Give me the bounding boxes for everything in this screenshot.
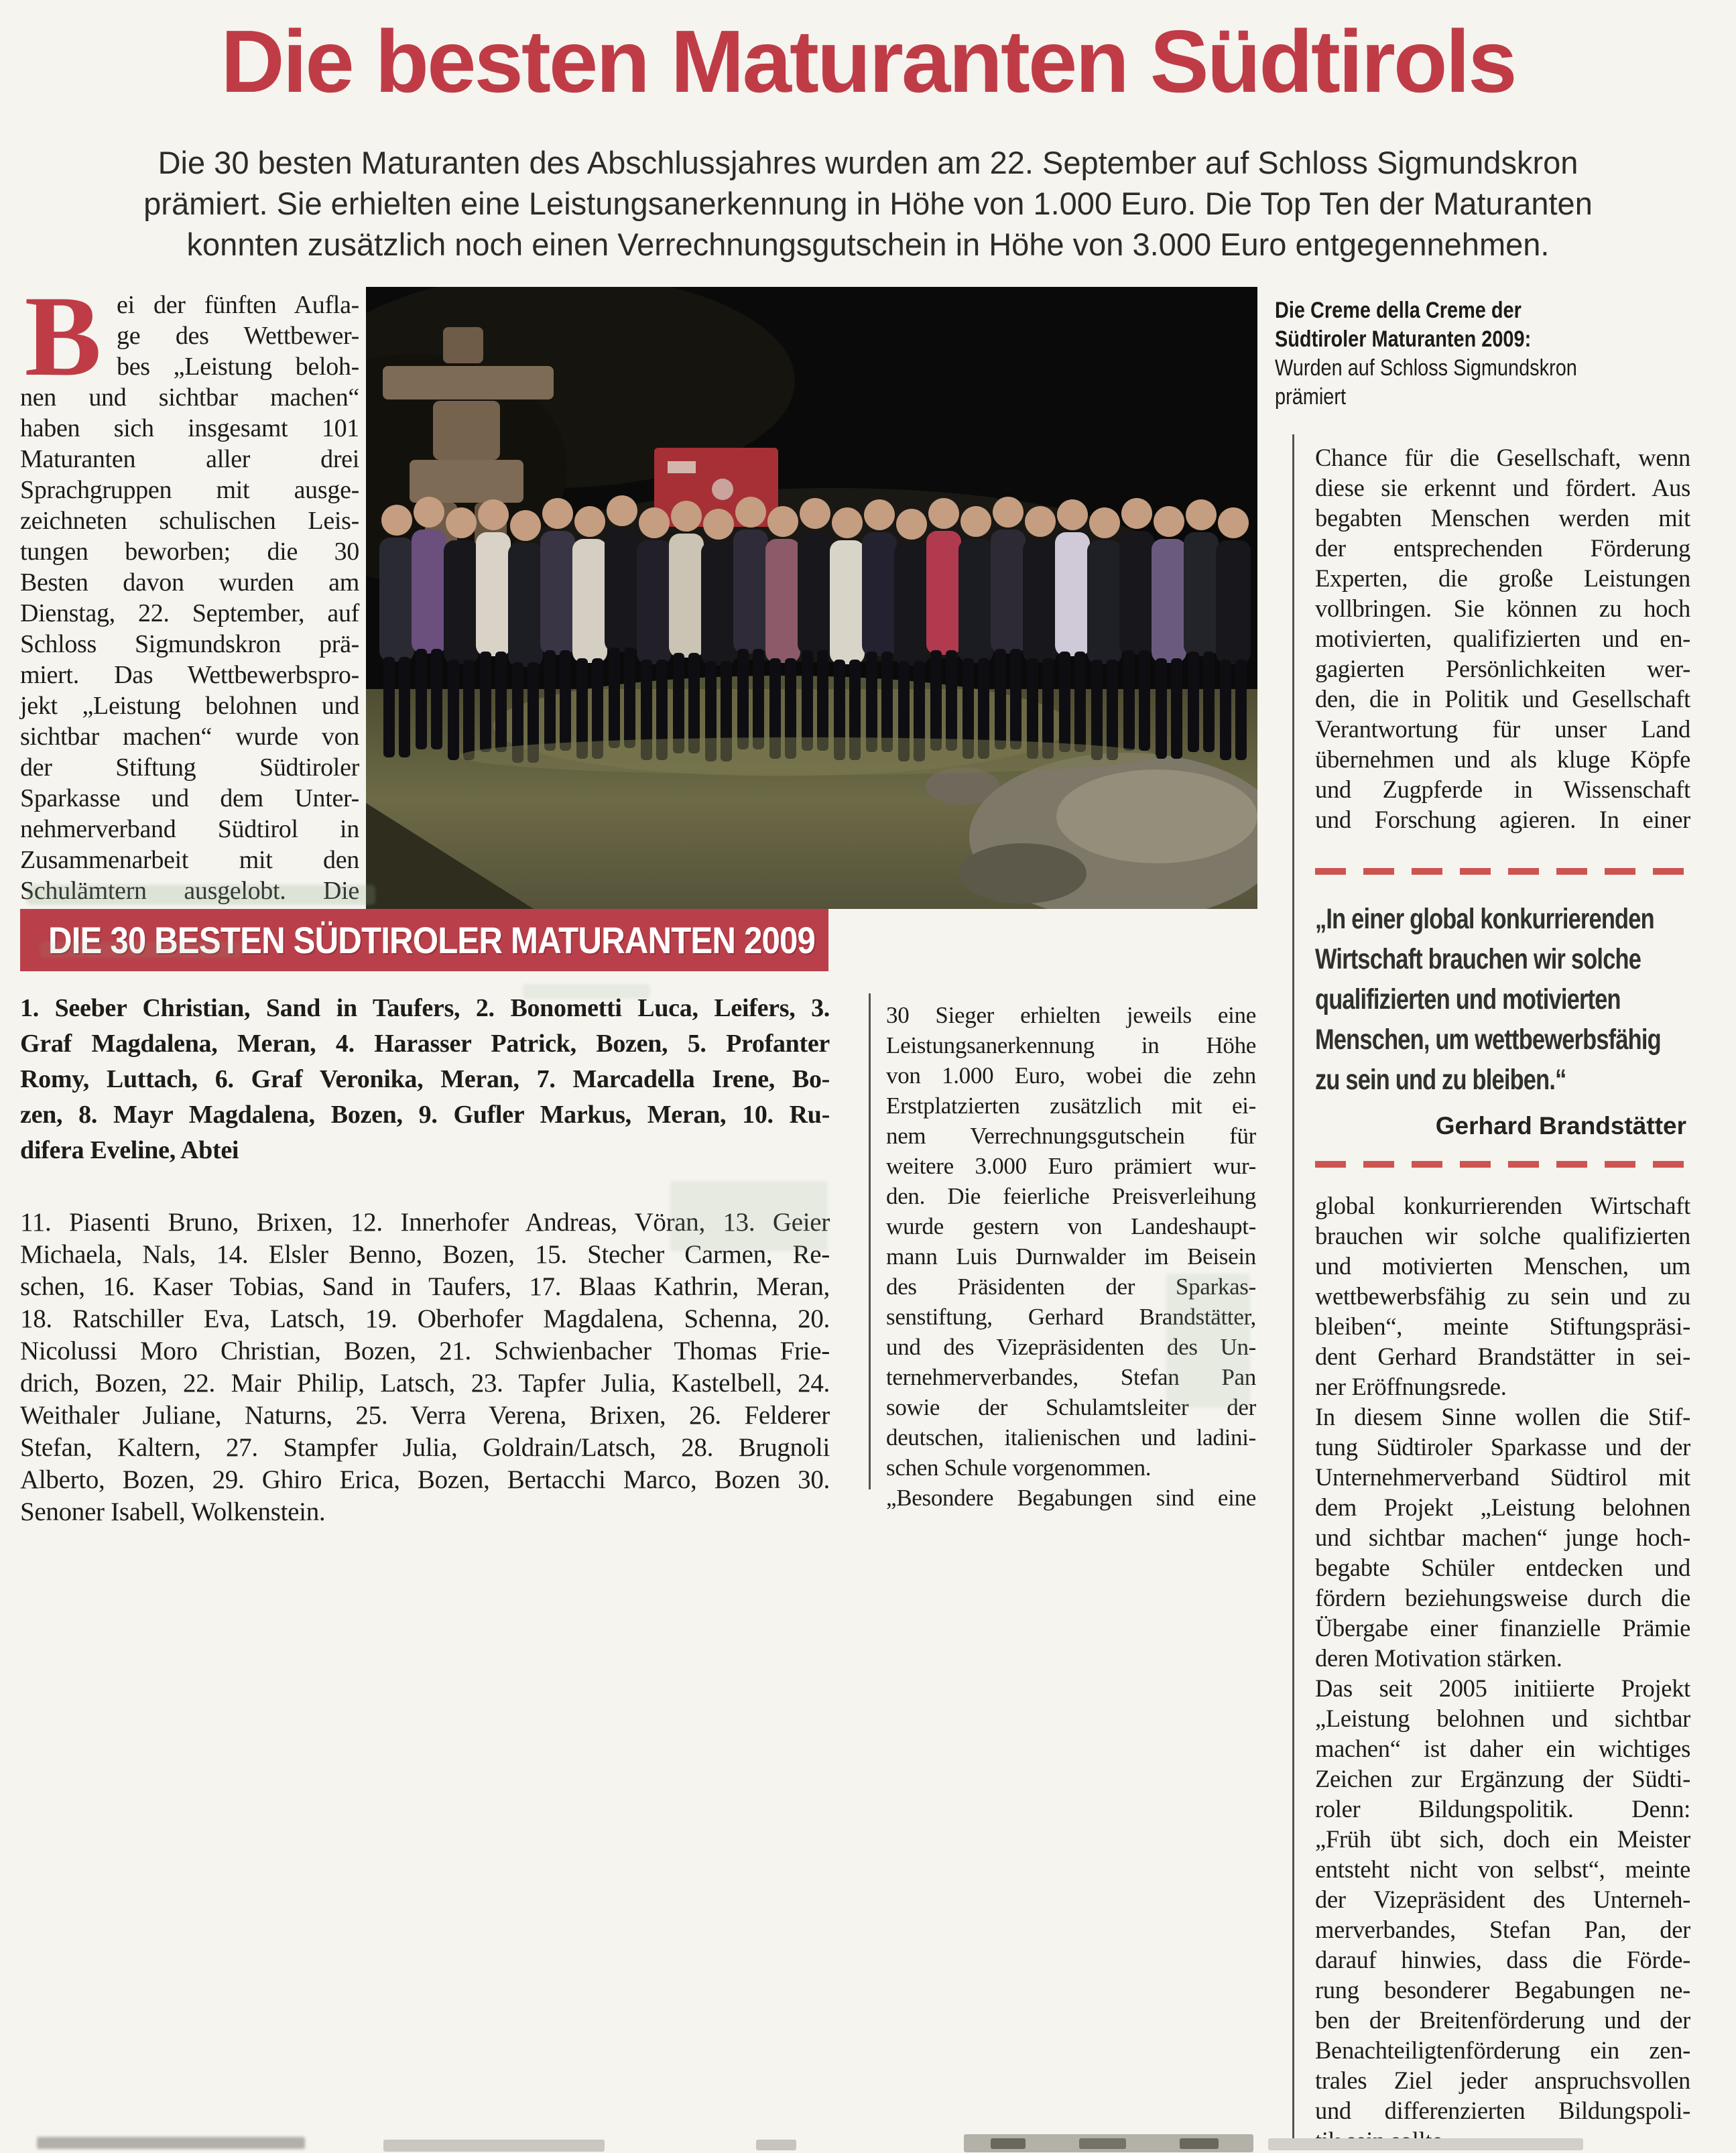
text-line: Schulämtern ausgelobt. Die [20,877,359,905]
text-line: Verantwortung für unser Land [1315,715,1690,743]
text-line: zeichneten schulischen Leis- [20,507,359,535]
text-line: begabten Menschen werden mit [1315,504,1690,532]
text-line: Michaela, Nals, 14. Elsler Benno, Bozen, 15. Stecher Carmen, Re- [20,1240,830,1269]
text-line: des Präsidenten der Sparkas- [886,1274,1256,1300]
text-line: roler Bildungspolitik. Denn: [1315,1795,1690,1823]
text-line: schen Schule vorgenommen. [886,1455,1152,1481]
text-line: „Leistung belohnen und sichtbar [1315,1705,1690,1732]
text-line: Sprachgruppen mit ausge- [20,476,359,504]
cutoff-fragment [383,2140,605,2152]
text-line: ei der fünften Aufla- [117,291,359,319]
text-line: Stefan, Kaltern, 27. Stampfer Julia, Goldrain/Latsch, 28. Brugnoli [20,1433,830,1462]
text-line: der Stiftung Südtiroler [20,753,359,782]
text-line: Unternehmerverband Südtirol mit [1315,1463,1690,1491]
text-line: deren Motivation stärken. [1315,1644,1562,1672]
print-showthrough [40,942,241,958]
left-column [20,273,359,906]
text-line: schen, 16. Kaser Tobias, Sand in Taufers, 17. Blaas Kathrin, Meran, [20,1272,830,1301]
text-line: dent Gerhard Brandstätter in sei- [1315,1343,1690,1370]
text-line: machen“ ist daher ein wichtiges [1315,1735,1690,1762]
text-line: qualifizierten und motivierten [1315,983,1621,1016]
text-line: „In einer global konkurrierenden [1315,903,1654,935]
text-line: darauf hinwies, dass die Förde- [1315,1946,1690,1973]
text-line: merverbandes, Stefan Pan, der [1315,1916,1690,1943]
text-line: Benachteiligtenförderung ein zen- [1315,2036,1690,2064]
text-line: sowie der Schulamtsleiter der [886,1394,1256,1420]
text-line: entsteht nicht von selbst“, meinte [1315,1855,1690,1883]
middle-column-paragraph [886,1000,1256,1483]
text-line: Wurden auf Schloss Sigmundskron [1275,355,1577,381]
text-line: bleiben“, meinte Stiftungspräsi- [1315,1312,1690,1340]
article-headline: Die besten Maturanten Südtirols [221,12,1515,111]
right-column-paragraph [1315,1190,1690,1402]
text-line: 11. Piasenti Bruno, Brixen, 12. Innerhofer Andreas, Vöran, 13. Geier [20,1208,830,1237]
text-line: prämiert. Sie erhielten eine Leistungsanerkennung in Höhe von 1.000 Euro. Die Top Ten der Maturanten [143,186,1593,221]
article-standfirst [0,142,1736,265]
dashed-rule [1315,1161,1690,1168]
group-photo [366,287,1257,909]
middle-column-paragraph [886,1483,1256,1513]
text-line: difera Eveline, Abtei [20,1136,239,1164]
text-line: drich, Bozen, 22. Mair Philip, Latsch, 23. Tapfer Julia, Kastelbell, 24. [20,1369,830,1398]
text-line: von 1.000 Euro, wobei die zehn [886,1062,1256,1089]
right-column-paragraph [1315,1402,1690,1673]
text-line: fördern beziehungsweise durch die [1315,1584,1690,1611]
text-line: nehmerverband Südtirol in [20,815,359,843]
print-showthrough [1166,1274,1250,1408]
text-line: Schloss Sigmundskron prä- [20,630,359,658]
text-line: bes „Leistung beloh- [117,353,359,381]
text-line: Leistungsanerkennung in Höhe [886,1032,1256,1058]
text-line: Nicolussi Moro Christian, Bozen, 21. Schwienbacher Thomas Frie- [20,1337,830,1365]
text-line: Erstplatzierten zusätzlich mit ei- [886,1093,1256,1119]
text-line: tungen beworben; die 30 [20,538,359,566]
text-line: brauchen wir solche qualifizierten [1315,1222,1690,1249]
text-line: konnten zusätzlich noch einen Verrechnungsgutschein in Höhe von 3.000 Euro entgegennehmen. [186,227,1550,262]
winners-runners-up [20,1207,830,1528]
cutoff-fragment [991,2138,1026,2149]
text-line: der entsprechenden Förderung [1315,534,1690,562]
pull-quote-text [1315,875,1690,1100]
text-line: und sichtbar machen“ junge hoch- [1315,1524,1690,1551]
text-line: Sparkasse und dem Unter- [20,784,359,812]
text-line: Romy, Luttach, 6. Graf Veronika, Meran, 7. Marcadella Irene, Bo- [20,1065,830,1093]
text-line: den, die in Politik und Gesellschaft [1315,685,1690,713]
text-line: und Zugpferde in Wissenschaft [1315,776,1690,803]
column-rule [869,993,871,1489]
text-line: gagierten Persönlichkeiten wer- [1315,655,1690,682]
text-line: 1. Seeber Christian, Sand in Taufers, 2. Bonometti Luca, Leifers, 3. [20,994,830,1022]
text-line: Weithaler Juliane, Naturns, 25. Verra Verena, Brixen, 26. Felderer [20,1401,830,1430]
text-line: ner Eröffnungsrede. [1315,1373,1507,1400]
text-line: ge des Wettbewer- [117,322,359,350]
winners-banner [20,909,828,971]
text-line: ben der Breitenförderung und der [1315,2006,1690,2034]
text-line: nem Verrechnungsgutschein für [886,1123,1256,1149]
text-line: jekt „Leistung belohnen und [20,692,359,720]
text-line: rung besonderer Begabungen ne- [1315,1976,1690,2004]
text-line: und motivierten Menschen, um [1315,1252,1690,1280]
text-line: tung Südtiroler Sparkasse und der [1315,1433,1690,1461]
text-line: mann Luis Durnwalder im Beisein [886,1243,1256,1270]
right-column [1315,442,1690,2153]
column-rule [1292,434,1294,2150]
text-line: 18. Ratschiller Eva, Latsch, 19. Oberhofer Magdalena, Schenna, 20. [20,1304,830,1333]
text-line: Übergabe einer finanzielle Prämie [1315,1614,1690,1642]
text-line: diese sie erkennt und fördert. Aus [1315,474,1690,501]
dashed-rule [1315,868,1690,875]
text-line: prämiert [1275,384,1346,410]
middle-column [886,1000,1256,1513]
text-line: senstiftung, Gerhard Brandstätter, [886,1304,1256,1330]
text-line: „Früh übt sich, doch ein Meister [1315,1825,1690,1853]
cutoff-fragment [1180,2138,1219,2149]
text-line: Besten davon wurden am [20,568,359,597]
right-column-paragraph [1315,1673,1690,2153]
drop-cap: B [24,273,102,400]
pull-quote [1315,868,1690,1168]
print-showthrough [670,1181,828,1251]
text-line: Menschen, um wettbewerbsfähig [1315,1024,1661,1056]
text-line: 30 Sieger erhielten jeweils eine [886,1002,1256,1028]
text-line: Alberto, Bozen, 29. Ghiro Erica, Bozen, Bertacchi Marco, Bozen 30. [20,1465,830,1494]
text-line: trales Ziel jeder anspruchsvollen [1315,2067,1690,2094]
cutoff-fragment [756,2140,796,2150]
text-line: Südtiroler Maturanten 2009: [1275,326,1532,352]
text-line: und des Vizepräsidenten des Un- [886,1334,1256,1360]
text-line: ternehmerverbandes, Stefan Pan [886,1364,1256,1390]
text-line: Dienstag, 22. September, auf [20,599,359,627]
text-line: nen und sichtbar machen“ [20,383,359,412]
text-line: und Forschung agieren. In einer [1315,806,1690,833]
text-line: der Vizepräsident des Unterneh- [1315,1886,1690,1913]
text-line: begabte Schüler entdecken und [1315,1554,1690,1581]
text-line: Das seit 2005 initiierte Projekt [1315,1674,1690,1702]
right-column-paragraph [1315,442,1690,835]
text-line: Zusammenarbeit mit den [20,846,359,874]
winners-banner-label: DIE 30 BESTEN SÜDTIROLER MATURANTEN 2009 [48,919,816,961]
text-line: vollbringen. Sie können zu hoch [1315,595,1690,622]
left-column-text [20,273,359,906]
text-line: In diesem Sinne wollen die Stif- [1315,1403,1690,1430]
winners-top-ten [20,991,830,1168]
text-line: Die 30 besten Maturanten des Abschlussjahres wurden am 22. September auf Schloss Sigmundskron [158,145,1578,180]
text-line: global konkurrierenden Wirtschaft [1315,1192,1690,1219]
text-line: Senoner Isabell, Wolkenstein. [20,1497,326,1526]
print-showthrough [523,984,650,999]
text-line: haben sich insgesamt 101 [20,414,359,442]
text-line: dem Projekt „Leistung belohnen [1315,1493,1690,1521]
text-line: und differenzierten Bildungspoli- [1315,2097,1690,2124]
text-line: wettbewerbsfähig zu sein und zu [1315,1282,1690,1310]
text-line: zu sein und zu bleiben.“ [1315,1064,1566,1096]
text-line: wurde gestern von Landeshaupt- [886,1213,1256,1239]
cutoff-fragment [1268,2138,1583,2150]
text-line: Zeichen zur Ergänzung der Südti- [1315,1765,1690,1792]
text-line: motivierten, qualifizierten und en- [1315,625,1690,652]
text-line: den. Die feierliche Preisverleihung [886,1183,1256,1209]
text-line: sichtbar machen“ wurde von [20,723,359,751]
photo-caption-text [1275,354,1637,412]
text-line: weitere 3.000 Euro prämiert wur- [886,1153,1256,1179]
text-line: zen, 8. Mayr Magdalena, Bozen, 9. Gufler Markus, Meran, 10. Ru- [20,1101,830,1129]
text-line: miert. Das Wettbewerbspro- [20,661,359,689]
text-line: Experten, die große Leistungen [1315,564,1690,592]
cutoff-fragment [1079,2138,1126,2149]
photo-caption-title [1275,296,1637,354]
text-line: Graf Magdalena, Meran, 4. Harasser Patrick, Bozen, 5. Profanter [20,1030,830,1058]
photo-caption [1275,296,1637,412]
text-line: Maturanten aller drei [20,445,359,473]
text-line: deutschen, italienischen und ladini- [886,1424,1256,1451]
text-line: Wirtschaft brauchen wir solche [1315,943,1641,975]
text-line: übernehmen und als kluge Köpfe [1315,745,1690,773]
pull-quote-attribution: Gerhard Brandstätter [1435,1112,1686,1140]
group-photo-illustration [366,287,1257,909]
text-line: Die Creme della Creme der [1275,298,1522,323]
text-line: Chance für die Gesellschaft, wenn [1315,444,1690,471]
text-line: „Besondere Begabungen sind eine [886,1485,1256,1511]
cutoff-fragment [37,2137,305,2149]
print-showthrough [27,885,375,905]
